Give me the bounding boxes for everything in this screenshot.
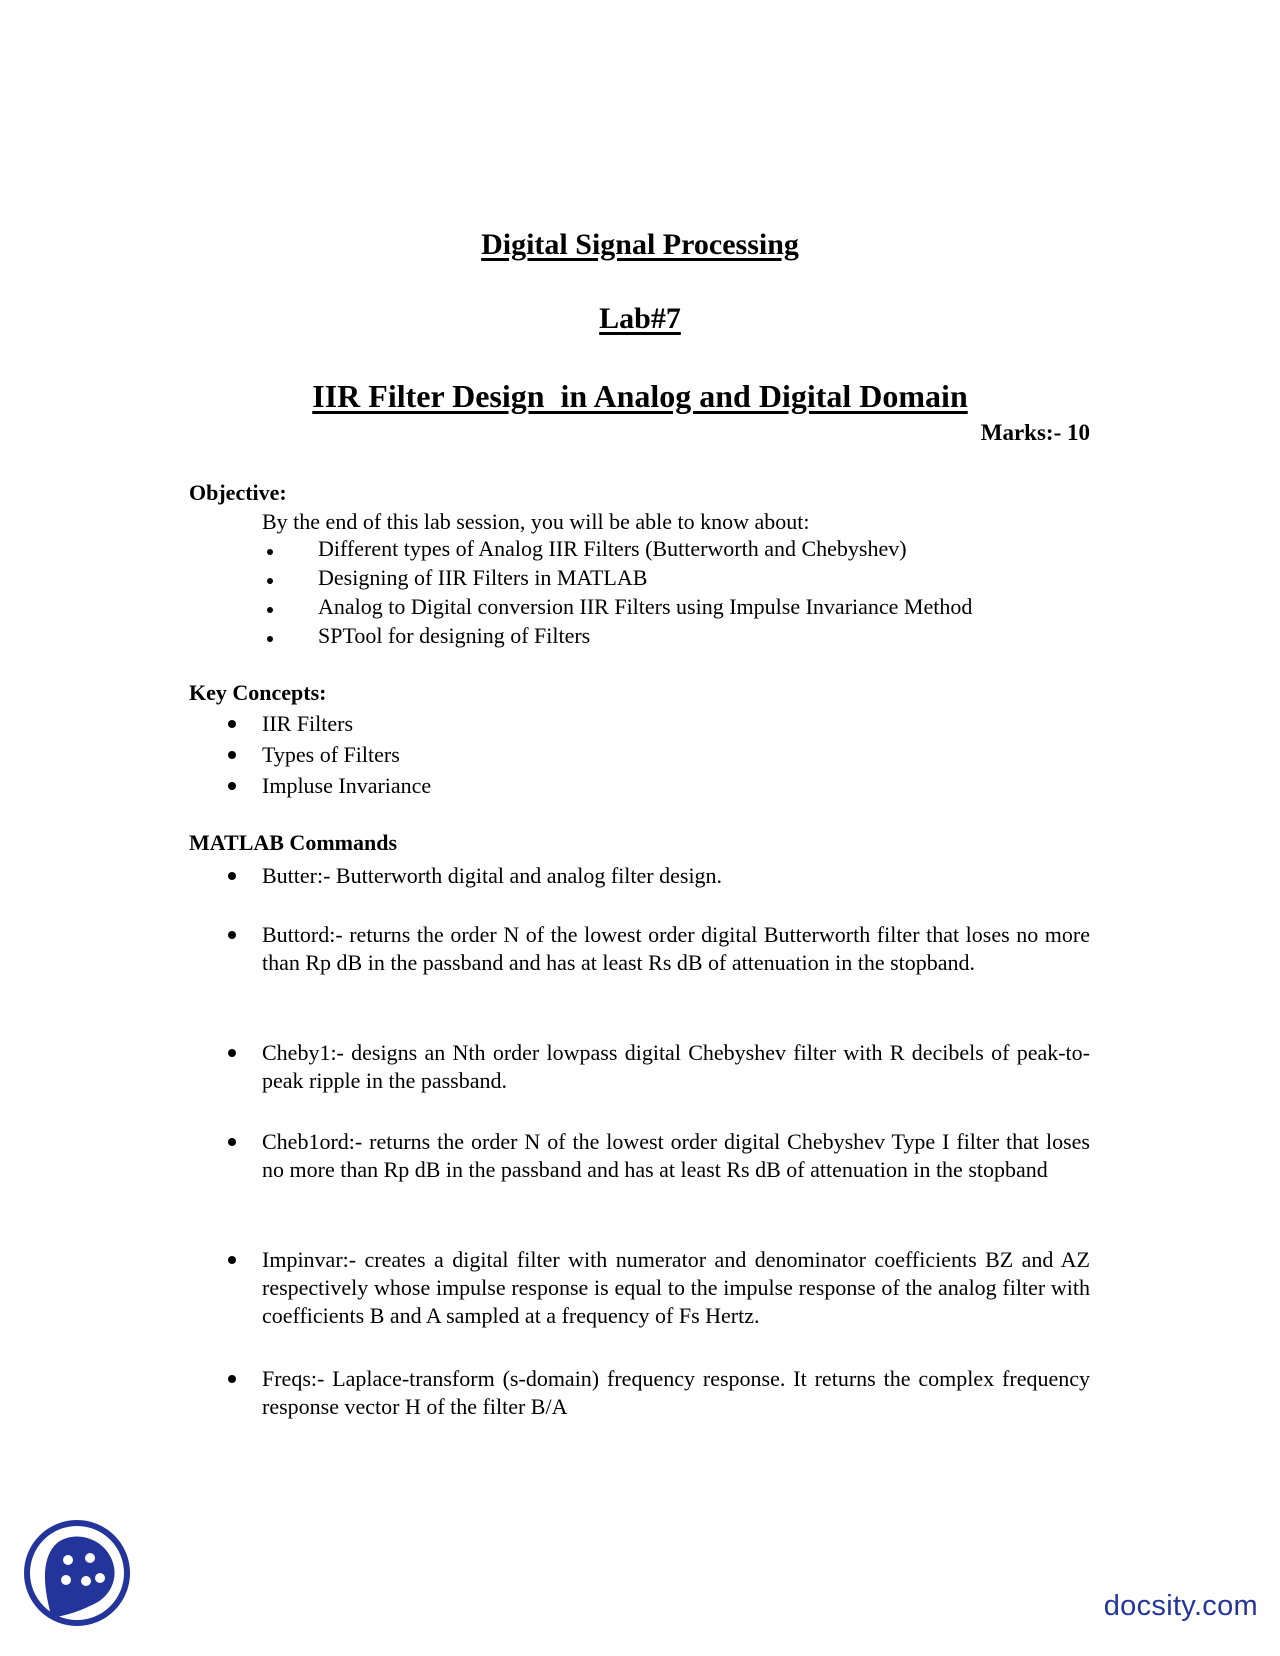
bullet-icon — [228, 1138, 236, 1146]
bullet-icon — [228, 1256, 236, 1264]
bullet-icon — [267, 578, 273, 584]
objective-item: SPTool for designing of Filters — [318, 623, 591, 648]
bullet-icon — [228, 931, 236, 939]
objective-item: Different types of Analog IIR Filters (Butterworth and Chebyshev) — [318, 536, 907, 561]
bullet-icon — [228, 1049, 236, 1057]
lab-number: Lab#7 — [599, 302, 681, 335]
concept-item: Types of Filters — [262, 742, 400, 767]
bullet-icon — [267, 607, 273, 613]
command-item: Butter:- Butterworth digital and analog filter design. — [262, 863, 723, 888]
command-item: Cheb1ord:- returns the order N of the lowest order digital Chebyshev Type I filter that loses no more than Rp dB in the passband and has at least Rs dB of attenuation in the stopband — [262, 1129, 1090, 1182]
matlab-heading: MATLAB Commands — [189, 830, 398, 855]
marks-label: Marks:- 10 — [980, 420, 1090, 445]
concept-item: IIR Filters — [262, 711, 354, 736]
document-title: Digital Signal Processing — [481, 228, 799, 261]
objective-item: Designing of IIR Filters in MATLAB — [318, 565, 648, 590]
objective-intro: By the end of this lab session, you will be able to know about: — [262, 509, 810, 534]
lab-subtitle: IIR Filter Design in Analog and Digital Domain — [312, 378, 968, 414]
bullet-icon — [267, 636, 273, 642]
bullet-icon — [228, 751, 236, 759]
bullet-icon — [228, 872, 236, 880]
objective-item: Analog to Digital conversion IIR Filters using Impulse Invariance Method — [318, 594, 973, 619]
command-item: Impinvar:- creates a digital filter with numerator and denominator coefficients BZ and AZ respectively whose impulse response is equal to the impulse response of the analog filter with coefficients B and A sampled at a frequency of Fs Hertz. — [262, 1247, 1090, 1328]
key-concepts-heading: Key Concepts: — [189, 680, 327, 705]
command-item: Buttord:- returns the order N of the lowest order digital Butterworth filter that loses no more than Rp dB in the passband and has at least Rs dB of attenuation in the stopband. — [262, 922, 1090, 975]
docsity-brand[interactable]: docsity.com — [1103, 1590, 1258, 1622]
bullet-icon — [267, 549, 273, 555]
objective-heading: Objective: — [189, 480, 287, 505]
concept-item: Impluse Invariance — [262, 773, 432, 798]
docsity-logo-icon — [22, 1518, 132, 1628]
bullet-icon — [228, 782, 236, 790]
bullet-icon — [228, 1375, 236, 1383]
command-item: Freqs:- Laplace-transform (s-domain) frequency response. It returns the complex frequency response vector H of the filter B/A — [262, 1366, 1090, 1419]
command-item: Cheby1:- designs an Nth order lowpass digital Chebyshev filter with R decibels of peak-to-peak ripple in the passband. — [262, 1040, 1090, 1093]
bullet-icon — [228, 720, 236, 728]
